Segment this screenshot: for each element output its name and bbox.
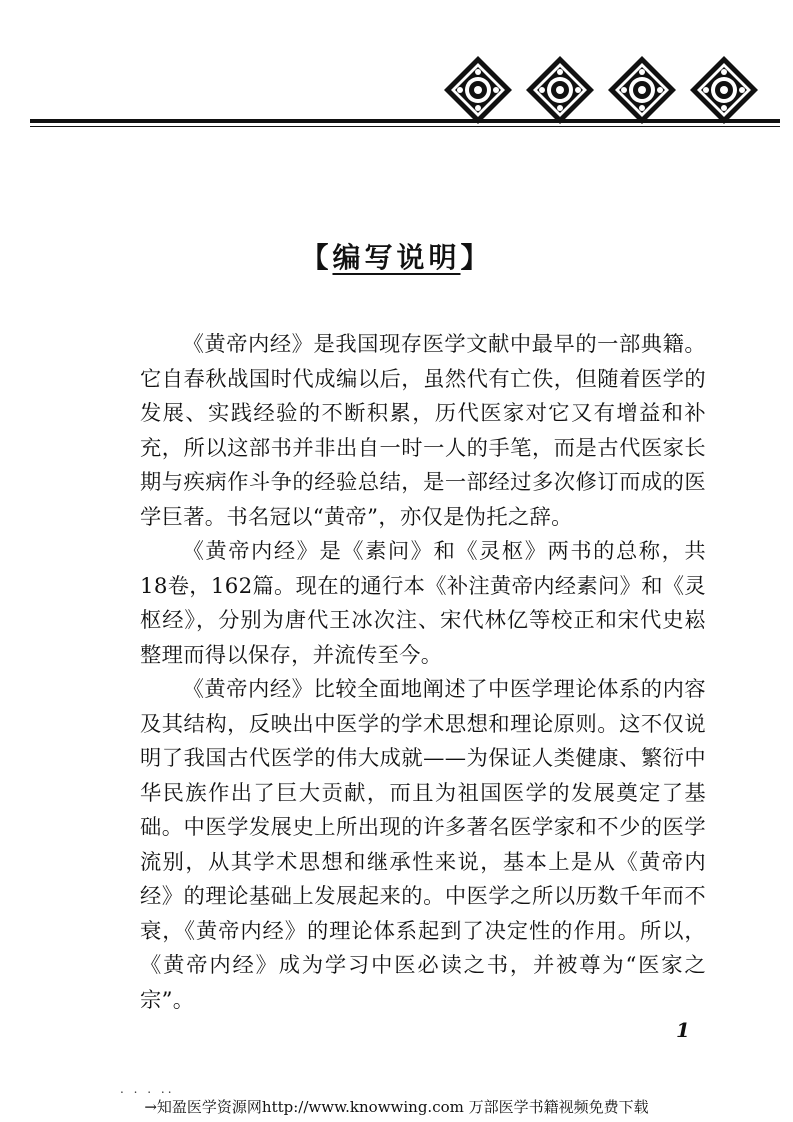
header-rule-thick: [30, 119, 780, 123]
body-text: [140, 328, 706, 1018]
footer-link-text: →知盈医学资源网http://www.knowwing.com 万部医学书籍视频免费下载: [144, 1098, 649, 1116]
header-ornament-row: [440, 50, 770, 126]
title-open-bracket: 【: [300, 241, 333, 274]
paragraph: 《黄帝内经》是《素问》和《灵枢》两书的总称，共18卷，162篇。现在的通行本《补注黄帝内经素问》和《灵枢经》，分别为唐代王冰次注、宋代林亿等校正和宋代史崧整理而得以保存，并流传至今。: [140, 539, 706, 668]
scan-mark: . . . ..: [120, 1082, 175, 1096]
section-title: [0, 236, 793, 276]
title-text: 编写说明: [332, 241, 461, 274]
paragraph: 《黄帝内经》比较全面地阐述了中医学理论体系的内容及其结构，反映出中医学的学术思想和理论原则。这不仅说明了我国古代医学的伟大成就——为保证人类健康、繁衍中华民族作出了巨大贡献，而且为祖国医学的发展奠定了基础。中医学发展史上所出现的许多著名医学家和不少的医学流别，从其学术思想和继承性来说，基本上是从《黄帝内经》的理论基础上发展起来的。中医学之所以历数千年而不衰，《黄帝内经》的理论体系起到了决定性的作用。所以，《黄帝内经》成为学习中医必读之书，并被尊为“医家之宗”。: [140, 677, 706, 1013]
paragraph: 《黄帝内经》是我国现存医学文献中最早的一部典籍。它自春秋战国时代成编以后，虽然代有亡佚，但随着医学的发展、实践经验的不断积累，历代医家对它又有增益和补充，所以这部书并非出自一时一人的手笔，而是古代医家长期与疾病作斗争的经验总结，是一部经过多次修订而成的医学巨著。书名冠以“黄帝”，亦仅是伪托之辞。: [140, 332, 706, 530]
page-number: 1: [676, 1018, 690, 1042]
header-rule-thin: [30, 126, 780, 127]
diamond-flower-ornament-icon: [690, 56, 758, 124]
diamond-flower-ornament-icon: [608, 56, 676, 124]
diamond-flower-ornament-icon: [526, 56, 594, 124]
diamond-flower-ornament-icon: [444, 56, 512, 124]
title-close-bracket: 】: [460, 241, 493, 274]
